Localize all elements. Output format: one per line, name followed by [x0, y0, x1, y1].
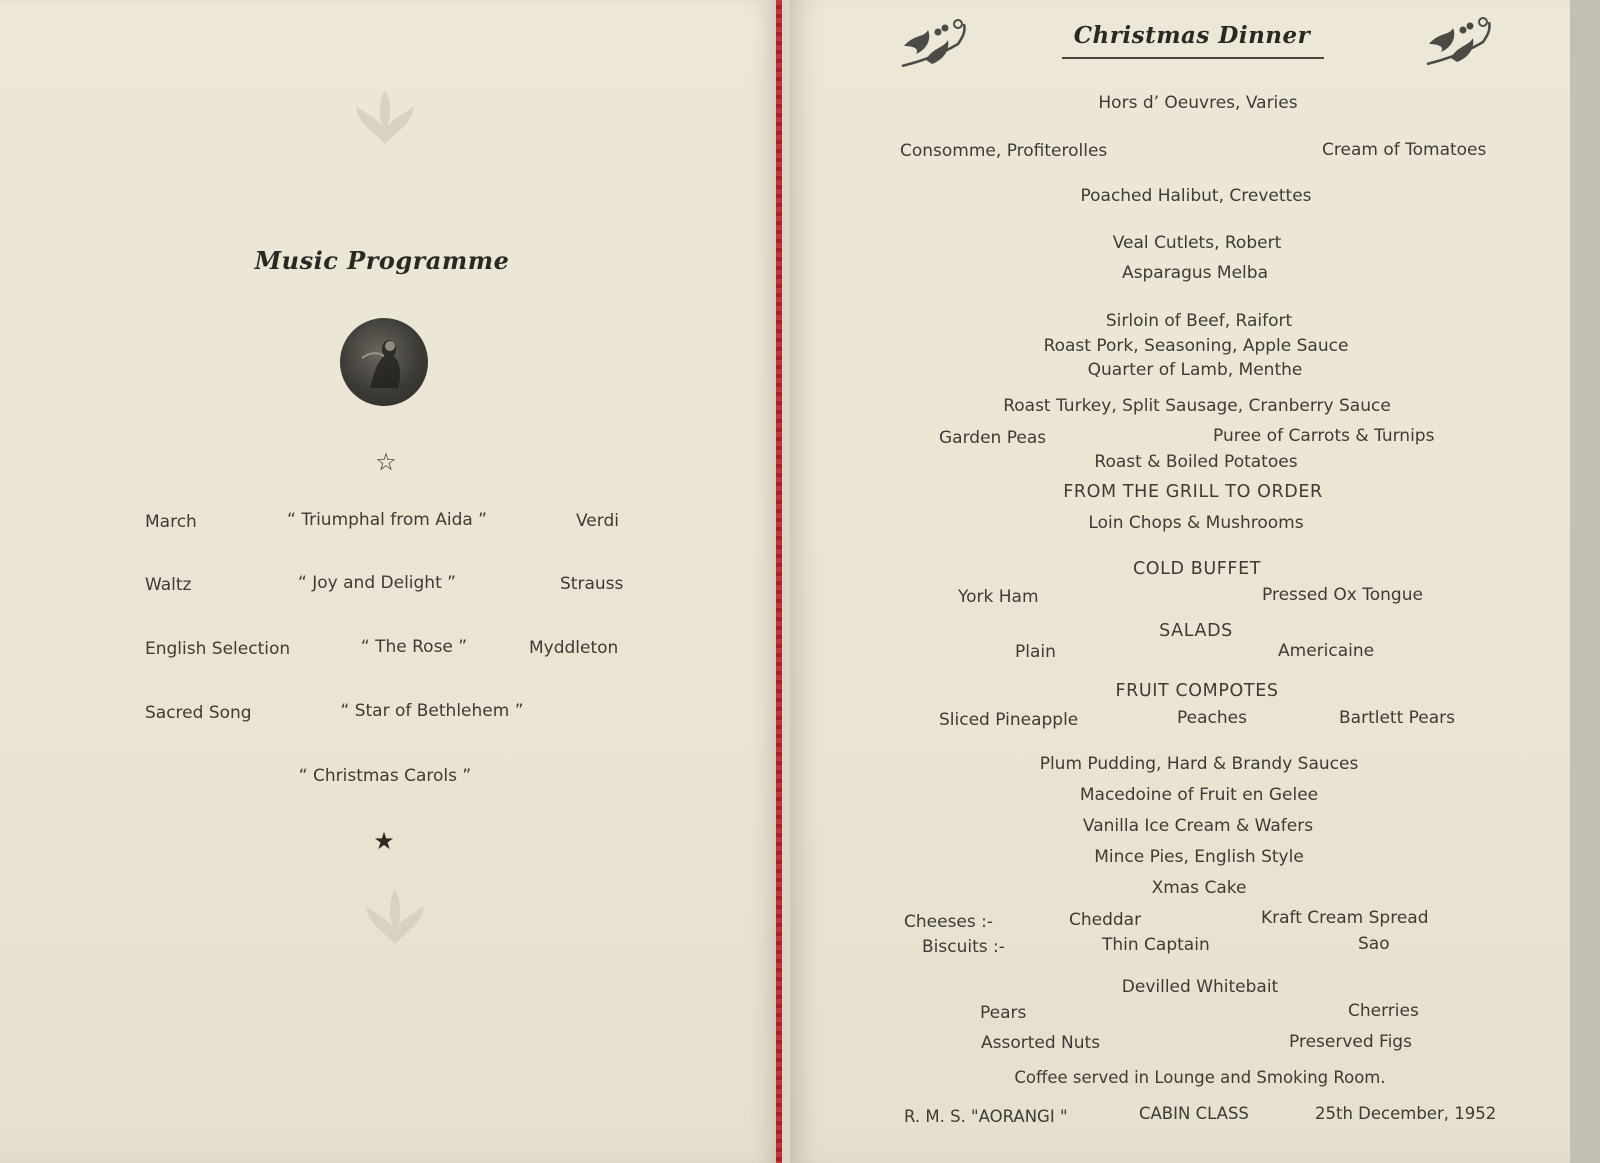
- programme-type: Sacred Song: [145, 703, 252, 723]
- menu-item: Sliced Pineapple: [939, 710, 1079, 730]
- menu-item: York Ham: [958, 587, 1039, 607]
- holly-left-icon: [898, 16, 970, 74]
- menu-item: Pears: [980, 1003, 1027, 1023]
- menu-item: Plum Pudding, Hard & Brandy Sauces: [1039, 754, 1359, 774]
- scan-border: [1570, 0, 1600, 1163]
- closing-programme-title: “ Christmas Carols ”: [298, 766, 472, 786]
- menu-item: Poached Halibut, Crevettes: [1080, 186, 1312, 206]
- menu-item: Veal Cutlets, Robert: [1112, 233, 1282, 253]
- menu-item: Cheddar: [1069, 910, 1142, 930]
- ghost-ornament-bottom-icon: [362, 886, 428, 948]
- programme-composer: Verdi: [576, 511, 619, 531]
- menu-item: Devilled Whitebait: [1121, 977, 1279, 997]
- menu-item: Cream of Tomatoes: [1322, 140, 1487, 160]
- menu-item: Thin Captain: [1102, 935, 1210, 955]
- menu-item: Hors d’ Oeuvres, Varies: [1098, 93, 1298, 113]
- menu-item: Roast & Boiled Potatoes: [1094, 452, 1298, 472]
- menu-item: Loin Chops & Mushrooms: [1088, 513, 1304, 533]
- menu-item: Pressed Ox Tongue: [1262, 585, 1423, 605]
- programme-composer: Myddleton: [529, 638, 619, 658]
- menu-item: Mince Pies, English Style: [1094, 847, 1304, 867]
- filled-star-icon: ★: [373, 827, 395, 855]
- menu-item: Preserved Figs: [1289, 1032, 1412, 1052]
- menu-item: Sirloin of Beef, Raifort: [1105, 311, 1293, 331]
- section-heading: FROM THE GRILL TO ORDER: [1063, 482, 1323, 502]
- programme-title: “ Triumphal from Aida ”: [287, 510, 487, 530]
- menu-item: Vanilla Ice Cream & Wafers: [1082, 816, 1314, 836]
- ghost-ornament-top-icon: [352, 86, 418, 148]
- holly-right-icon: [1423, 14, 1495, 72]
- section-heading: FRUIT COMPOTES: [1115, 681, 1279, 701]
- spine-gutter: [782, 0, 790, 1163]
- programme-title: “ Joy and Delight ”: [298, 573, 456, 593]
- section-heading: SALADS: [1159, 621, 1233, 641]
- menu-item: Cherries: [1348, 1001, 1419, 1021]
- medallion-icon: [340, 318, 428, 406]
- menu-label: Cheeses :-: [904, 912, 994, 932]
- menu-item: Garden Peas: [939, 428, 1047, 448]
- menu-item: Americaine: [1278, 641, 1375, 661]
- menu-date: 25th December, 1952: [1315, 1104, 1497, 1123]
- menu-item: Roast Pork, Seasoning, Apple Sauce: [1043, 336, 1349, 356]
- title-underline: [1062, 57, 1324, 59]
- programme-type: Waltz: [145, 575, 192, 595]
- menu-item: Puree of Carrots & Turnips: [1213, 426, 1435, 446]
- menu-item: Macedoine of Fruit en Gelee: [1079, 785, 1319, 805]
- cabin-class: CABIN CLASS: [1139, 1104, 1249, 1123]
- outline-star-icon: ☆: [375, 448, 397, 476]
- coffee-note: Coffee served in Lounge and Smoking Room.: [1014, 1068, 1386, 1087]
- menu-item: Bartlett Pears: [1339, 708, 1456, 728]
- menu-item: Xmas Cake: [1151, 878, 1247, 898]
- christmas-dinner-title: Christmas Dinner: [1073, 22, 1311, 49]
- menu-item: Kraft Cream Spread: [1261, 908, 1429, 928]
- menu-item: Roast Turkey, Split Sausage, Cranberry Sauce: [1003, 396, 1391, 416]
- section-heading: COLD BUFFET: [1132, 559, 1262, 579]
- menu-label: Biscuits :-: [922, 937, 1005, 957]
- ship-name: R. M. S. "AORANGI ": [904, 1107, 1068, 1126]
- menu-item: Asparagus Melba: [1122, 263, 1268, 283]
- programme-title: “ The Rose ”: [360, 637, 468, 657]
- menu-item: Quarter of Lamb, Menthe: [1087, 360, 1303, 380]
- menu-item: Consomme, Profiterolles: [900, 141, 1108, 161]
- music-programme-title: Music Programme: [254, 246, 510, 275]
- programme-composer: Strauss: [560, 574, 624, 594]
- menu-item: Sao: [1358, 934, 1390, 954]
- menu-item: Plain: [1015, 642, 1056, 662]
- programme-type: English Selection: [145, 639, 291, 659]
- programme-title: “ Star of Bethlehem ”: [340, 701, 524, 721]
- menu-item: Assorted Nuts: [981, 1033, 1101, 1053]
- menu-item: Peaches: [1177, 708, 1247, 728]
- programme-type: March: [145, 512, 197, 532]
